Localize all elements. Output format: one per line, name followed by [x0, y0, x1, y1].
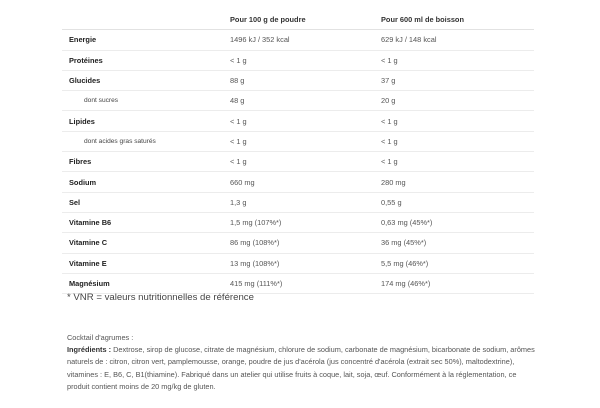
nutrient-label: dont sucres — [62, 91, 223, 111]
value-per-600ml: 37 g — [374, 70, 534, 90]
nutrient-label: Glucides — [62, 70, 223, 90]
value-per-600ml: 629 kJ / 148 kcal — [374, 30, 534, 50]
nutrition-table — [62, 10, 534, 294]
nutrient-label: Energie — [62, 30, 223, 50]
table-row — [62, 50, 534, 70]
value-per-100g: < 1 g — [223, 50, 374, 70]
nutrient-label: Magnésium — [62, 273, 223, 293]
value-per-600ml: < 1 g — [374, 152, 534, 172]
nutrient-label: Sodium — [62, 172, 223, 192]
value-per-100g: 415 mg (111%*) — [223, 273, 374, 293]
ingredients-paragraph — [67, 344, 537, 393]
header-per-100g: Pour 100 g de poudre — [223, 10, 374, 30]
value-per-600ml: 20 g — [374, 91, 534, 111]
header-per-600ml: Pour 600 ml de boisson — [374, 10, 534, 30]
value-per-600ml: 5,5 mg (46%*) — [374, 253, 534, 273]
nutrient-label: Vitamine E — [62, 253, 223, 273]
value-per-100g: < 1 g — [223, 152, 374, 172]
table-row — [62, 192, 534, 212]
table-row — [62, 111, 534, 131]
table-row — [62, 152, 534, 172]
header-nutrient — [62, 10, 223, 30]
nutrient-label: Fibres — [62, 152, 223, 172]
value-per-100g: 660 mg — [223, 172, 374, 192]
value-per-100g: 88 g — [223, 70, 374, 90]
value-per-600ml: < 1 g — [374, 50, 534, 70]
value-per-100g: 1496 kJ / 352 kcal — [223, 30, 374, 50]
value-per-100g: < 1 g — [223, 131, 374, 151]
nutrition-table-header — [62, 10, 534, 30]
table-row — [62, 131, 534, 151]
nutrient-label: Vitamine C — [62, 233, 223, 253]
table-row — [62, 172, 534, 192]
value-per-100g: 48 g — [223, 91, 374, 111]
value-per-600ml: < 1 g — [374, 111, 534, 131]
value-per-600ml: 280 mg — [374, 172, 534, 192]
nutrient-label: Protéines — [62, 50, 223, 70]
header-row — [62, 10, 534, 30]
table-row — [62, 233, 534, 253]
table-row — [62, 91, 534, 111]
ingredients-text: Dextrose, sirop de glucose, citrate de magnésium, chlorure de sodium, carbonate de magnésium, bicarbonate de sodium, arômes naturels de : citron, citron vert, pamplemousse, orange, poudre de jus d'acérola (jus concentré d'acérola (extrait sec 50%), maltodextrine), vitamines : E, B6, C, B1(thiamine). Fabriqué dans un atelier qui utilise fruits à coque, lait, soja, œuf. Conformément à la réglementation, ce produit contient moins de 20 mg/kg de gluten. — [67, 345, 535, 391]
nutrition-table-body — [62, 30, 534, 294]
value-per-100g: 86 mg (108%*) — [223, 233, 374, 253]
table-row — [62, 212, 534, 232]
value-per-600ml: 0,55 g — [374, 192, 534, 212]
ingredients-label: Ingrédients : — [67, 345, 112, 355]
table-row — [62, 253, 534, 273]
nutrient-label: Lipides — [62, 111, 223, 131]
table-row — [62, 70, 534, 90]
nutrient-label: Sel — [62, 192, 223, 212]
value-per-100g: 1,5 mg (107%*) — [223, 212, 374, 232]
value-per-600ml: 174 mg (46%*) — [374, 273, 534, 293]
vnr-footnote: * VNR = valeurs nutritionnelles de référence — [67, 292, 254, 303]
flavor-name: Cocktail d'agrumes : — [67, 333, 134, 342]
value-per-100g: < 1 g — [223, 111, 374, 131]
value-per-100g: 1,3 g — [223, 192, 374, 212]
nutrient-label: Vitamine B6 — [62, 212, 223, 232]
table-row — [62, 273, 534, 293]
nutrient-label: dont acides gras saturés — [62, 131, 223, 151]
value-per-600ml: < 1 g — [374, 131, 534, 151]
table-row — [62, 30, 534, 50]
value-per-600ml: 36 mg (45%*) — [374, 233, 534, 253]
value-per-600ml: 0,63 mg (45%*) — [374, 212, 534, 232]
value-per-100g: 13 mg (108%*) — [223, 253, 374, 273]
composition-block — [67, 332, 537, 393]
